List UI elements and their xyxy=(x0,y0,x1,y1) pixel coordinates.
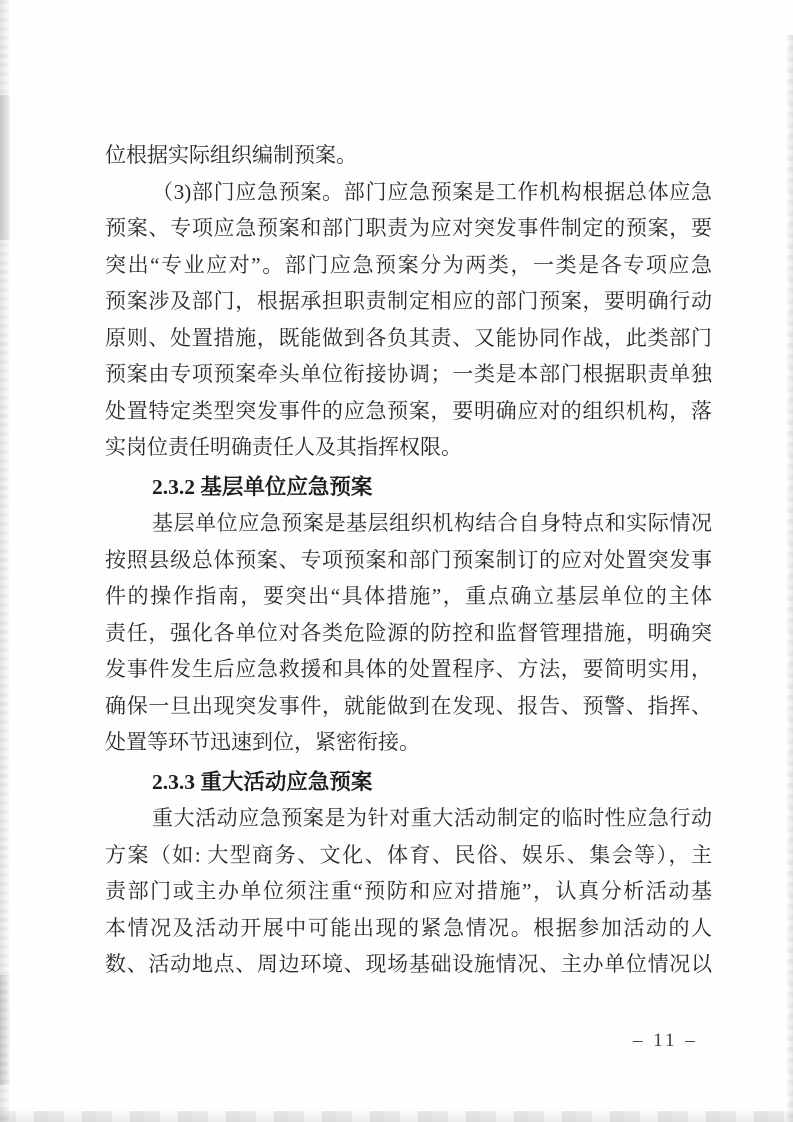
text-line: 突出“专业应对”。部门应急预案分为两类，一类是各专项应急 xyxy=(105,252,712,277)
text-line: 位根据实际组织编制预案。 xyxy=(105,143,357,167)
text-line: 数、活动地点、周边环境、现场基础设施情况、主办单位情况以 xyxy=(105,952,712,976)
text-line: 预案、专项应急预案和部门职责为应对突发事件制定的预案，要 xyxy=(105,216,712,240)
text-line: 发事件发生后应急救援和具体的处置程序、方法，要简明实用， xyxy=(105,657,712,681)
scan-edge-bottom xyxy=(0,1111,793,1122)
text-line: 重大活动应急预案是为针对重大活动制定的临时性应急行动 xyxy=(152,806,712,830)
text-line: 责任，强化各单位对各类危险源的防控和监督管理措施，明确突 xyxy=(105,620,712,645)
document-body xyxy=(105,137,712,983)
text-line: （3)部门应急预案。部门应急预案是工作机构根据总体应急 xyxy=(152,179,712,204)
scan-smudge-left xyxy=(0,95,11,240)
text-line: 预案涉及部门，根据承担职责制定相应的部门预案，要明确行动 xyxy=(105,289,712,313)
text-line: 件的操作指南，要突出“具体措施”，重点确立基层单位的主体 xyxy=(105,584,712,608)
text-line: 责部门或主办单位须注重“预防和应对措施”，认真分析活动基 xyxy=(105,879,712,903)
text-line: 基层单位应急预案是基层组织机构结合自身特点和实际情况 xyxy=(152,511,712,535)
section-heading-2-3-2: 2.3.2 基层单位应急预案 xyxy=(152,474,373,499)
text-line: 确保一旦出现突发事件，就能做到在发现、报告、预警、指挥、 xyxy=(105,693,712,718)
text-line: 处置等环节迅速到位，紧密衔接。 xyxy=(105,730,420,754)
scan-edge-right xyxy=(787,35,793,1122)
text-line: 实岗位责任明确责任人及其指挥权限。 xyxy=(105,435,462,459)
text-line: 方案（如: 大型商务、文化、体育、民俗、娱乐、集会等），主 xyxy=(105,842,712,867)
text-line: 处置特定类型突发事件的应急预案，要明确应对的组织机构，落 xyxy=(105,398,712,423)
text-line: 本情况及活动开展中可能出现的紧急情况。根据参加活动的人 xyxy=(105,915,712,940)
page-number: – 11 – xyxy=(633,1030,698,1051)
text-line: 预案由专项预案牵头单位衔接协调；一类是本部门根据职责单独 xyxy=(105,362,712,386)
section-heading-2-3-3: 2.3.3 重大活动应急预案 xyxy=(152,769,373,794)
text-line: 原则、处置措施，既能做到各负其责、又能协同作战，此类部门 xyxy=(105,325,712,350)
text-line: 按照县级总体预案、专项预案和部门预案制订的应对处置突发事 xyxy=(105,547,712,572)
scan-smudge-bottom-left xyxy=(0,975,12,1085)
